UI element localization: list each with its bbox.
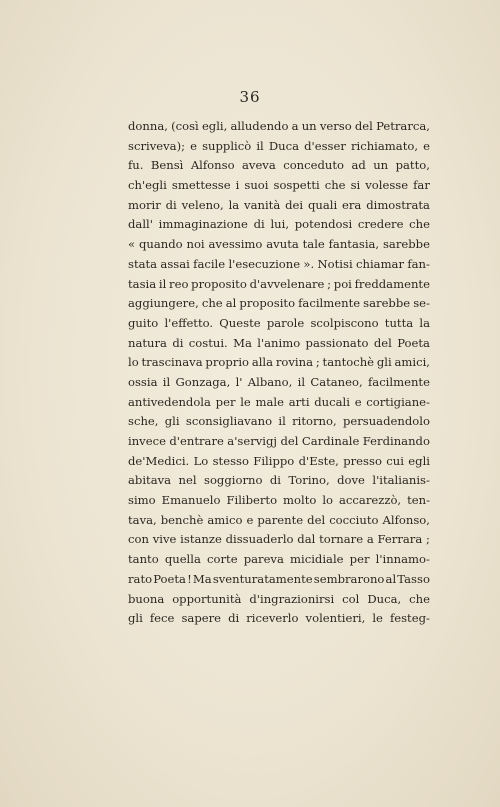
text-line: tasia il reo proposito d'avvelenare ; poi freddamente	[128, 276, 430, 291]
text-line: con vive istanze dissuaderlo dal tornare a Ferrara ;	[128, 532, 430, 547]
text-line: guito l'effetto. Queste parole scolpiscono tutta la	[128, 315, 430, 330]
text-line: « quando noi avessimo avuta tale fantasia, sarebbe	[128, 237, 430, 252]
text-line: tanto quella corte pareva micidiale per l'innamo-	[128, 552, 430, 567]
text-line: lo trascinava proprio alla rovina ; tantochè gli amici,	[128, 355, 430, 370]
body-text	[128, 117, 430, 629]
text-line: buona opportunità d'ingrazionirsi col Duca, che	[128, 591, 430, 606]
text-line: abitava nel soggiorno di Torino, dove l'italianis-	[128, 473, 430, 488]
text-line: invece d'entrare a'servigj del Cardinale Ferdinando	[128, 434, 430, 448]
text-line: morir di veleno, la vanità dei quali era dimostrata	[128, 197, 430, 212]
text-line: donna, (così egli, alludendo a un verso del Petrarca,	[128, 119, 430, 133]
text-line: sche, gli sconsigliavano il ritorno, persuadendolo	[128, 414, 430, 429]
text-line: ch'egli smettesse i suoi sospetti che si volesse far	[128, 178, 430, 193]
text-line: aggiungere, che al proposito facilmente sarebbe se-	[128, 296, 430, 311]
page-number: 36	[239, 88, 261, 106]
text-line: rato Poeta ! Ma sventuratamente sembrarono al Tasso	[128, 571, 430, 586]
text-line: stata assai facile l'esecuzione ». Notisi chiamar fan-	[128, 256, 430, 271]
text-line: ossia il Gonzaga, l' Albano, il Cataneo, facilmente	[128, 374, 430, 389]
text-line: gli fece sapere di riceverlo volentieri, le festeg-	[128, 611, 430, 626]
text-line: natura di costui. Ma l'animo passionato del Poeta	[128, 335, 430, 350]
text-line: antivedendola per le male arti ducali e cortigiane-	[128, 394, 430, 409]
text-line: simo Emanuelo Filiberto molto lo accarezzò, ten-	[128, 493, 430, 508]
text-line: de'Medici. Lo stesso Filippo d'Este, presso cui egli	[128, 453, 430, 468]
text-line: dall' immaginazione di lui, potendosi credere che	[128, 217, 430, 232]
text-line: scriveva); e supplicò il Duca d'esser richiamato, e	[128, 138, 430, 153]
text-line: fu. Bensì Alfonso aveva conceduto ad un patto,	[128, 158, 430, 173]
text-line: tava, benchè amico e parente del cocciuto Alfonso,	[128, 512, 430, 527]
